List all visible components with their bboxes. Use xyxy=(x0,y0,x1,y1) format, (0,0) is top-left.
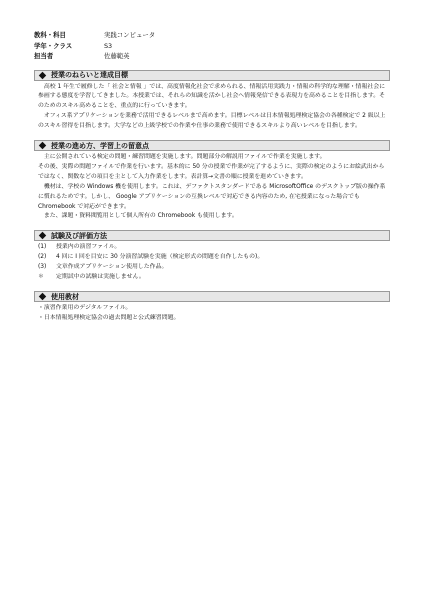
section-title: 試験及び評価方法 xyxy=(51,231,107,240)
section-body xyxy=(34,81,390,133)
list-marker: (2) xyxy=(38,254,47,261)
meta-value: S3 xyxy=(104,41,113,50)
list-item xyxy=(38,243,388,253)
meta-value: 佐藤範英 xyxy=(104,52,130,60)
meta-value: 実践コンピュータ xyxy=(104,31,156,39)
list-text: 文章作成アプリケーション使用した作品。 xyxy=(56,264,168,271)
section-title: 授業の進め方、学習上の留意点 xyxy=(51,141,149,150)
list-item xyxy=(38,253,388,263)
material-line: ・演習作業用のデジタルファイル。 xyxy=(38,305,132,311)
meta-row-subject xyxy=(34,30,390,41)
paragraph: オフィス系アプリケーションを業務で活用できるレベルまで高めます。目標レベルは日本情報処理検定協会の各種検定で 2 級以上のスキル習得を目指します。大学などの上級学校での作業や仕事の業務で使用できるスキルより高いレベルを目指します。 xyxy=(38,113,386,130)
material-line: ・日本情報処理検定協会の過去問題と公式練習問題。 xyxy=(38,314,180,321)
list-marker: (3) xyxy=(38,264,47,271)
section-body xyxy=(34,302,390,324)
section-materials xyxy=(34,291,390,324)
section-heading xyxy=(34,70,390,81)
list-text: 4 回に I 回を目安に 30 分演習試験を実施（検定形式の問題を自作したもの)。 xyxy=(56,254,264,261)
list-text: 定期試中の試験は実施しません。 xyxy=(56,274,145,281)
section-goals xyxy=(34,70,390,133)
section-heading xyxy=(34,230,390,241)
section-title: 授業のねらいと達成目標 xyxy=(51,71,128,79)
section-body xyxy=(34,151,390,222)
paragraph: また、課題・資料閲覧用として個人所有の Chromebook も使用します。 xyxy=(43,213,238,220)
paragraph: 主に公開されている検定の問題・練習問題を実施します。問題部分の解説用ファイルで作業を実施します。 xyxy=(43,154,326,161)
diamond-icon xyxy=(39,71,46,78)
list-marker: (1) xyxy=(38,244,47,251)
paragraph: 高校 1 年生で履修した「 社会と情報 」では、高度情報化社会で求められる、情報活用実践力・情報の科学的な理解・情報社会に参画する態度を学習してきました。本授業では、それらの知識を活かし社会へ情報発信できる表現力を高めることを目指します。そのためのスキル高めることを、重点的に行っていきます。 xyxy=(38,83,386,110)
list-item xyxy=(38,263,388,273)
section-heading xyxy=(34,291,390,302)
course-meta xyxy=(34,30,390,62)
section-evaluation xyxy=(34,230,390,283)
meta-label: 学年・クラス xyxy=(34,41,73,50)
section-title: 使用教材 xyxy=(51,292,79,301)
diamond-icon xyxy=(39,142,46,149)
list-item xyxy=(38,273,388,283)
paragraph: その後、実際の問題ファイルで作業を行います。基本的に 50 分の授業で作業が完了するように、実際の検定のようにお絵武出からではなく、関数などの項目を主として入力作業をします。表計算→文書の順に授業を進めていきます。 xyxy=(38,163,385,180)
meta-label: 教科・科目 xyxy=(34,31,66,39)
diamond-icon xyxy=(39,293,46,300)
meta-row-teacher xyxy=(34,51,390,62)
section-body xyxy=(34,241,390,283)
section-method xyxy=(34,140,390,222)
list-marker: ＊ xyxy=(38,274,44,281)
diamond-icon xyxy=(39,232,46,239)
paragraph: 機材は、学校の Windows 機を使用します。これは、デファクトスタンダードである MicrosoftOffice のデスクトップ版の操作系に慣れるためです。しかし、 Google アプリケーションの互換レベルで対応できる内容のため, 在宅授業になった場合でも Chromebook で対応ができます。 xyxy=(38,183,386,210)
meta-row-class xyxy=(34,41,390,52)
section-heading xyxy=(34,140,390,151)
list-text: 授業内の演習ファイル。 xyxy=(56,244,121,251)
meta-label: 担当者 xyxy=(34,52,54,60)
